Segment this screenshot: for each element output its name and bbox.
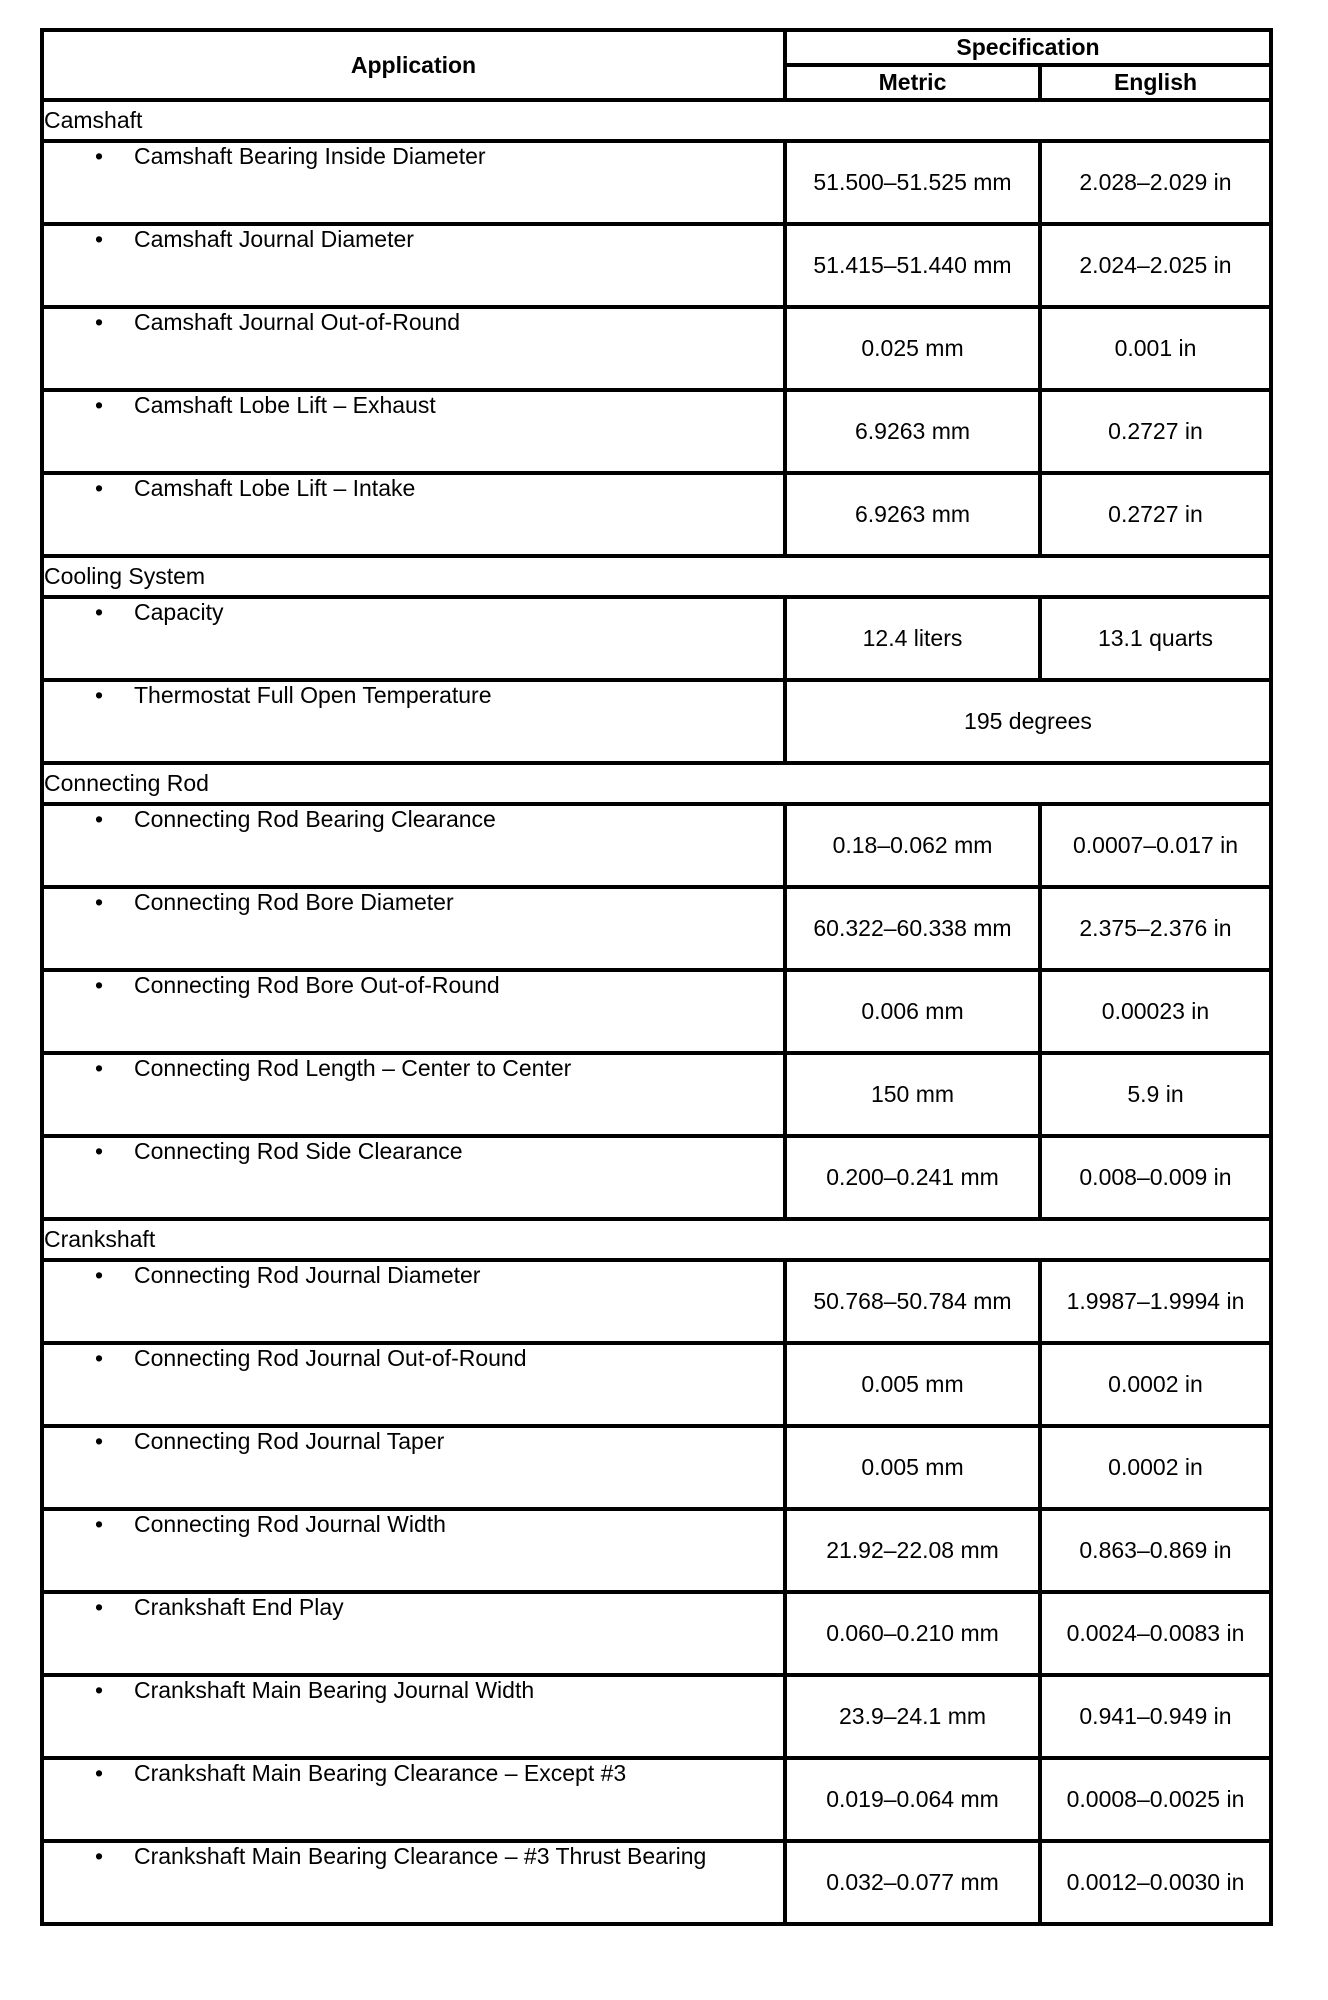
section-row bbox=[42, 556, 1271, 597]
metric-value-cell: 60.322–60.338 mm bbox=[785, 887, 1040, 970]
table-row bbox=[42, 804, 1271, 887]
bullet-icon: • bbox=[94, 309, 104, 335]
metric-value-cell: 0.18–0.062 mm bbox=[785, 804, 1040, 887]
bullet-icon: • bbox=[94, 226, 104, 252]
bullet-icon: • bbox=[94, 1428, 104, 1454]
application-label: Camshaft Lobe Lift – Exhaust bbox=[134, 392, 436, 418]
metric-value-cell: 6.9263 mm bbox=[785, 473, 1040, 556]
bullet-icon: • bbox=[94, 1055, 104, 1081]
metric-value-cell: 0.200–0.241 mm bbox=[785, 1136, 1040, 1219]
english-value-cell: 0.00023 in bbox=[1040, 970, 1271, 1053]
application-label: Connecting Rod Journal Width bbox=[134, 1511, 446, 1537]
application-cell bbox=[42, 1509, 785, 1592]
bullet-icon: • bbox=[94, 1594, 104, 1620]
application-header: Application bbox=[42, 30, 785, 100]
application-label: Camshaft Journal Out-of-Round bbox=[134, 309, 460, 335]
section-row bbox=[42, 100, 1271, 141]
english-value-cell: 0.863–0.869 in bbox=[1040, 1509, 1271, 1592]
table-row bbox=[42, 1592, 1271, 1675]
application-cell bbox=[42, 887, 785, 970]
bullet-icon: • bbox=[94, 1511, 104, 1537]
table-row bbox=[42, 390, 1271, 473]
section-title: Crankshaft bbox=[42, 1219, 1271, 1260]
table-row bbox=[42, 597, 1271, 680]
bullet-icon: • bbox=[94, 1262, 104, 1288]
bullet-icon: • bbox=[94, 475, 104, 501]
bullet-icon: • bbox=[94, 143, 104, 169]
table-row bbox=[42, 1136, 1271, 1219]
table-row bbox=[42, 473, 1271, 556]
metric-value-cell: 0.060–0.210 mm bbox=[785, 1592, 1040, 1675]
english-value-cell: 0.2727 in bbox=[1040, 473, 1271, 556]
specification-header: Specification bbox=[785, 30, 1271, 65]
bullet-icon: • bbox=[94, 889, 104, 915]
metric-header: Metric bbox=[785, 65, 1040, 100]
application-cell bbox=[42, 141, 785, 224]
bullet-icon: • bbox=[94, 599, 104, 625]
english-value-cell: 0.0008–0.0025 in bbox=[1040, 1758, 1271, 1841]
application-cell bbox=[42, 970, 785, 1053]
english-value-cell: 0.0012–0.0030 in bbox=[1040, 1841, 1271, 1924]
bullet-icon: • bbox=[94, 1345, 104, 1371]
application-label: Connecting Rod Journal Out-of-Round bbox=[134, 1345, 527, 1371]
section-title: Cooling System bbox=[42, 556, 1271, 597]
table-row bbox=[42, 1841, 1271, 1924]
english-value-cell: 0.0024–0.0083 in bbox=[1040, 1592, 1271, 1675]
application-label: Crankshaft Main Bearing Journal Width bbox=[134, 1677, 535, 1703]
table-row bbox=[42, 1053, 1271, 1136]
metric-value-cell: 0.005 mm bbox=[785, 1426, 1040, 1509]
table-row bbox=[42, 887, 1271, 970]
english-value-cell: 0.2727 in bbox=[1040, 390, 1271, 473]
table-row bbox=[42, 680, 1271, 763]
application-cell bbox=[42, 1343, 785, 1426]
metric-value-cell: 51.415–51.440 mm bbox=[785, 224, 1040, 307]
table-row bbox=[42, 1426, 1271, 1509]
english-value-cell: 5.9 in bbox=[1040, 1053, 1271, 1136]
english-value-cell: 2.028–2.029 in bbox=[1040, 141, 1271, 224]
bullet-icon: • bbox=[94, 806, 104, 832]
table-row bbox=[42, 141, 1271, 224]
table-row bbox=[42, 1758, 1271, 1841]
english-value-cell: 13.1 quarts bbox=[1040, 597, 1271, 680]
table-row bbox=[42, 307, 1271, 390]
table-row bbox=[42, 1675, 1271, 1758]
application-label: Connecting Rod Bore Out-of-Round bbox=[134, 972, 500, 998]
application-label: Camshaft Journal Diameter bbox=[134, 226, 414, 252]
metric-value-cell: 21.92–22.08 mm bbox=[785, 1509, 1040, 1592]
specification-table bbox=[40, 28, 1273, 1926]
application-cell bbox=[42, 1841, 785, 1924]
application-cell bbox=[42, 680, 785, 763]
application-cell bbox=[42, 1260, 785, 1343]
application-cell bbox=[42, 224, 785, 307]
english-value-cell: 0.001 in bbox=[1040, 307, 1271, 390]
application-cell bbox=[42, 307, 785, 390]
metric-value-cell: 0.025 mm bbox=[785, 307, 1040, 390]
english-value-cell: 2.024–2.025 in bbox=[1040, 224, 1271, 307]
metric-value-cell: 51.500–51.525 mm bbox=[785, 141, 1040, 224]
application-label: Capacity bbox=[134, 599, 224, 625]
application-cell bbox=[42, 1426, 785, 1509]
bullet-icon: • bbox=[94, 682, 104, 708]
metric-value-cell: 0.032–0.077 mm bbox=[785, 1841, 1040, 1924]
application-label: Connecting Rod Side Clearance bbox=[134, 1138, 463, 1164]
table-header bbox=[42, 30, 1271, 100]
bullet-icon: • bbox=[94, 1843, 104, 1869]
application-cell bbox=[42, 1675, 785, 1758]
section-title: Camshaft bbox=[42, 100, 1271, 141]
application-cell bbox=[42, 390, 785, 473]
application-label: Crankshaft Main Bearing Clearance – #3 Thrust Bearing bbox=[134, 1843, 707, 1869]
application-label: Camshaft Lobe Lift – Intake bbox=[134, 475, 416, 501]
application-cell bbox=[42, 597, 785, 680]
application-label: Connecting Rod Journal Diameter bbox=[134, 1262, 481, 1288]
english-value-cell: 1.9987–1.9994 in bbox=[1040, 1260, 1271, 1343]
english-value-cell: 0.0002 in bbox=[1040, 1426, 1271, 1509]
english-value-cell: 0.0007–0.017 in bbox=[1040, 804, 1271, 887]
metric-value-cell: 50.768–50.784 mm bbox=[785, 1260, 1040, 1343]
metric-value-cell: 0.006 mm bbox=[785, 970, 1040, 1053]
bullet-icon: • bbox=[94, 392, 104, 418]
english-value-cell: 0.0002 in bbox=[1040, 1343, 1271, 1426]
application-label: Connecting Rod Length – Center to Center bbox=[134, 1055, 572, 1081]
table-row bbox=[42, 1260, 1271, 1343]
application-label: Connecting Rod Journal Taper bbox=[134, 1428, 445, 1454]
english-value-cell: 0.941–0.949 in bbox=[1040, 1675, 1271, 1758]
metric-value-cell: 23.9–24.1 mm bbox=[785, 1675, 1040, 1758]
application-cell bbox=[42, 473, 785, 556]
english-header: English bbox=[1040, 65, 1271, 100]
application-label: Thermostat Full Open Temperature bbox=[134, 682, 492, 708]
application-cell bbox=[42, 1136, 785, 1219]
application-cell bbox=[42, 1758, 785, 1841]
english-value-cell: 0.008–0.009 in bbox=[1040, 1136, 1271, 1219]
metric-value-cell: 0.019–0.064 mm bbox=[785, 1758, 1040, 1841]
bullet-icon: • bbox=[94, 972, 104, 998]
bullet-icon: • bbox=[94, 1677, 104, 1703]
application-label: Crankshaft Main Bearing Clearance – Except #3 bbox=[134, 1760, 627, 1786]
application-label: Camshaft Bearing Inside Diameter bbox=[134, 143, 486, 169]
section-row bbox=[42, 763, 1271, 804]
bullet-icon: • bbox=[94, 1760, 104, 1786]
metric-value-cell: 6.9263 mm bbox=[785, 390, 1040, 473]
section-row bbox=[42, 1219, 1271, 1260]
section-title: Connecting Rod bbox=[42, 763, 1271, 804]
metric-value-cell: 150 mm bbox=[785, 1053, 1040, 1136]
application-cell bbox=[42, 1592, 785, 1675]
application-cell bbox=[42, 804, 785, 887]
english-value-cell: 2.375–2.376 in bbox=[1040, 887, 1271, 970]
combined-value-cell: 195 degrees bbox=[785, 680, 1271, 763]
table-row bbox=[42, 970, 1271, 1053]
table-body bbox=[42, 100, 1271, 1924]
table-row bbox=[42, 1509, 1271, 1592]
table-row bbox=[42, 1343, 1271, 1426]
bullet-icon: • bbox=[94, 1138, 104, 1164]
application-label: Connecting Rod Bore Diameter bbox=[134, 889, 454, 915]
application-cell bbox=[42, 1053, 785, 1136]
metric-value-cell: 0.005 mm bbox=[785, 1343, 1040, 1426]
application-label: Crankshaft End Play bbox=[134, 1594, 344, 1620]
metric-value-cell: 12.4 liters bbox=[785, 597, 1040, 680]
application-label: Connecting Rod Bearing Clearance bbox=[134, 806, 496, 832]
table-row bbox=[42, 224, 1271, 307]
